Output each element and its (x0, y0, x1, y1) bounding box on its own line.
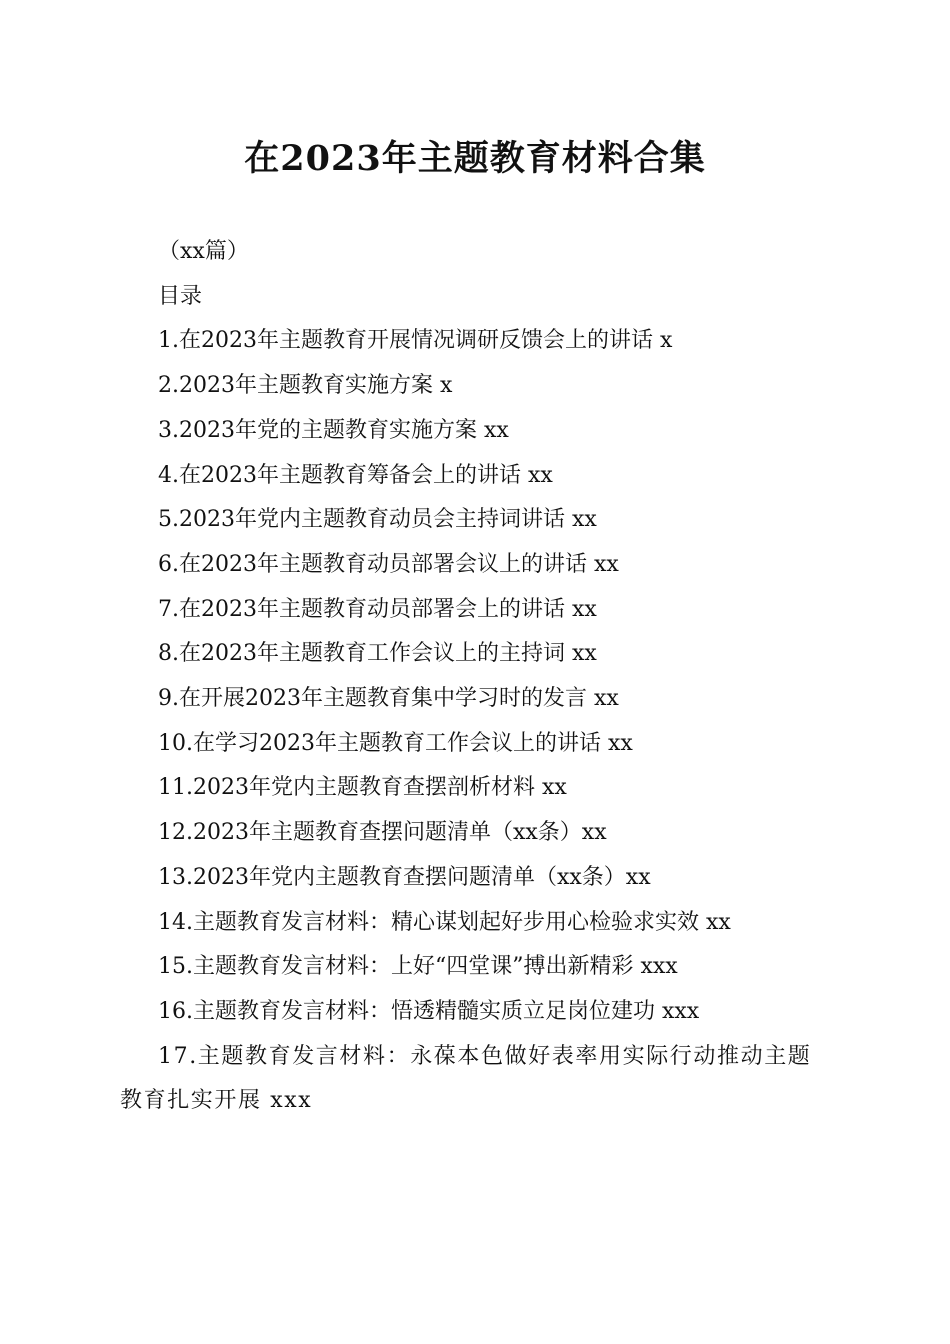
toc-item: 13.2023年党内主题教育查摆问题清单（xx条）xx (158, 864, 651, 890)
toc-item: 17.主题教育发言材料：永葆本色做好表率用实际行动推动主题教育扎实开展 xxx (120, 1043, 812, 1114)
toc-item: 8.在2023年主题教育工作会议上的主持词 xx (158, 641, 597, 667)
toc-item: 6.在2023年主题教育动员部署会议上的讲话 xx (158, 551, 619, 577)
toc-list (120, 319, 832, 1124)
document-title: 在2023年主题教育材料合集 (244, 138, 706, 179)
toc-heading: 目录 (158, 283, 203, 309)
toc-item: 7.在2023年主题教育动员部署会上的讲话 xx (158, 596, 597, 622)
toc-item: 2.2023年主题教育实施方案 x (158, 373, 453, 399)
toc-item: 3.2023年党的主题教育实施方案 xx (158, 417, 509, 443)
toc-item: 11.2023年党内主题教育查摆剖析材料 xx (158, 775, 567, 801)
toc-item: 4.在2023年主题教育筹备会上的讲话 xx (158, 462, 553, 488)
toc-item: 14.主题教育发言材料：精心谋划起好步用心检验求实效 xx (158, 909, 731, 935)
toc-item: 10.在学习2023年主题教育工作会议上的讲话 xx (158, 730, 633, 756)
toc-item: 16.主题教育发言材料：悟透精髓实质立足岗位建功 xxx (158, 998, 700, 1024)
toc-item: 9.在开展2023年主题教育集中学习时的发言 xx (158, 686, 619, 712)
count-note: （xx篇） (158, 239, 249, 264)
toc-item: 5.2023年党内主题教育动员会主持词讲话 xx (158, 507, 597, 533)
toc-item: 12.2023年主题教育查摆问题清单（xx条）xx (158, 820, 607, 846)
document-body (120, 230, 832, 1124)
toc-item: 1.在2023年主题教育开展情况调研反馈会上的讲话 x (158, 328, 673, 354)
toc-item: 15.主题教育发言材料：上好“四堂课”搏出新精彩 xxx (158, 954, 678, 980)
